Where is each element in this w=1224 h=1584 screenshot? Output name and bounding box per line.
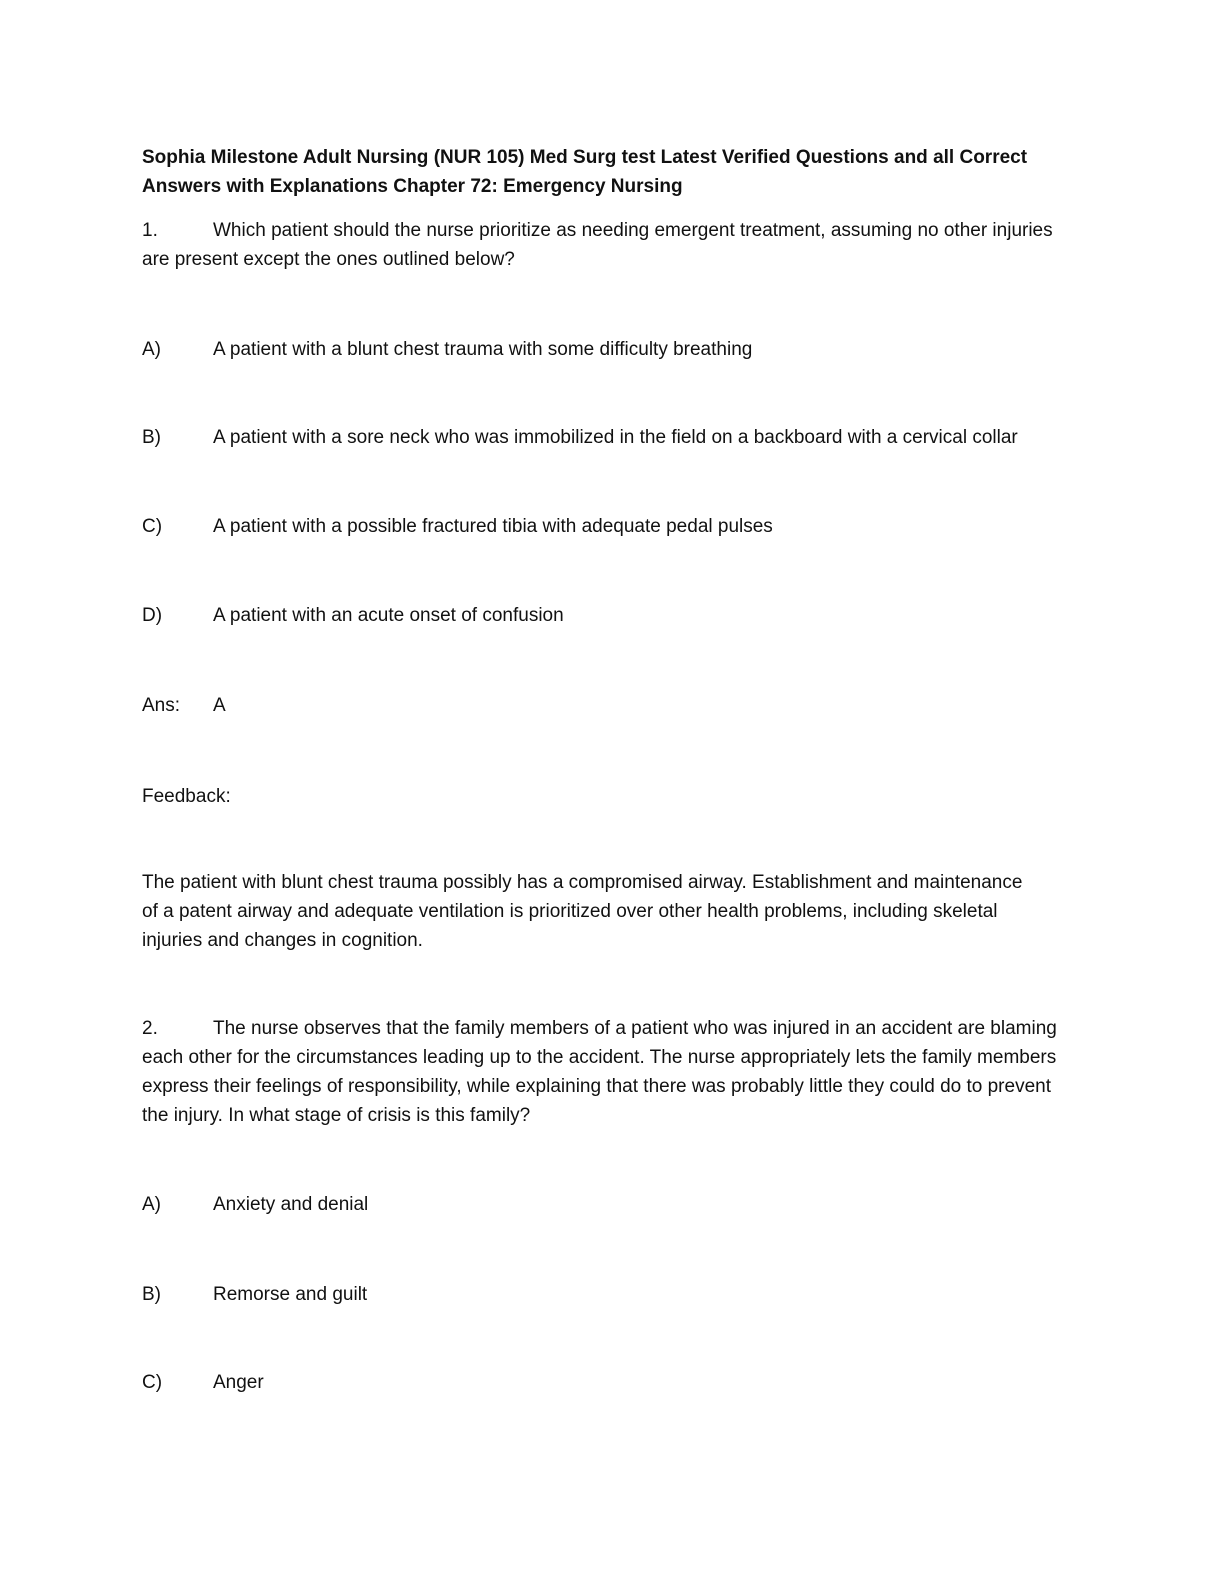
option-text: A patient with a sore neck who was immobilized in the field on a backboard with a cervical collar [213, 427, 1018, 448]
q1-option-b [142, 423, 1142, 452]
question-text: Which patient should the nurse prioritize as needing emergent treatment, assuming no other injuries are present except the ones outlined below? [142, 220, 1053, 270]
q1-feedback-label: Feedback: [142, 786, 231, 807]
question-number: 2. [142, 1018, 158, 1039]
q1-feedback-text: The patient with blunt chest trauma possibly has a compromised airway. Establishment and maintenance of a patent airway and adequate ventilation is prioritized over other health problems, including skeletal injuries and changes in cognition. [142, 872, 1023, 951]
document-title: Sophia Milestone Adult Nursing (NUR 105) Med Surg test Latest Verified Questions and all Correct Answers with Explanations Chapter 72: Emergency Nursing [142, 147, 1028, 197]
option-text: Anger [213, 1372, 264, 1393]
q2-option-a [142, 1190, 1142, 1219]
option-letter: B) [142, 1284, 161, 1305]
answer-value: A [213, 695, 226, 716]
option-text: A patient with an acute onset of confusion [213, 605, 564, 626]
option-letter: A) [142, 339, 161, 360]
option-letter: C) [142, 1372, 163, 1393]
q1-option-c [142, 512, 1142, 541]
option-letter: D) [142, 605, 163, 626]
option-text: A patient with a blunt chest trauma with some difficulty breathing [213, 339, 753, 360]
question-2 [142, 1014, 1082, 1130]
q1-option-a [142, 335, 1142, 364]
option-letter: A) [142, 1194, 161, 1215]
q1-option-d [142, 601, 1142, 630]
option-letter: C) [142, 516, 163, 537]
q1-answer [142, 691, 1142, 720]
option-letter: B) [142, 427, 161, 448]
question-number: 1. [142, 220, 158, 241]
option-text: Remorse and guilt [213, 1284, 368, 1305]
question-1 [142, 216, 1082, 274]
q2-option-c [142, 1368, 1142, 1397]
question-text: The nurse observes that the family members of a patient who was injured in an accident are blaming each other for the circumstances leading up to the accident. The nurse appropriately lets the family members express their feelings of responsibility, while explaining that there was probably little they could do to prevent the injury. In what stage of crisis is this family? [142, 1018, 1057, 1126]
option-text: A patient with a possible fractured tibia with adequate pedal pulses [213, 516, 773, 537]
option-text: Anxiety and denial [213, 1194, 369, 1215]
answer-label: Ans: [142, 695, 181, 716]
q2-option-b [142, 1280, 1142, 1309]
